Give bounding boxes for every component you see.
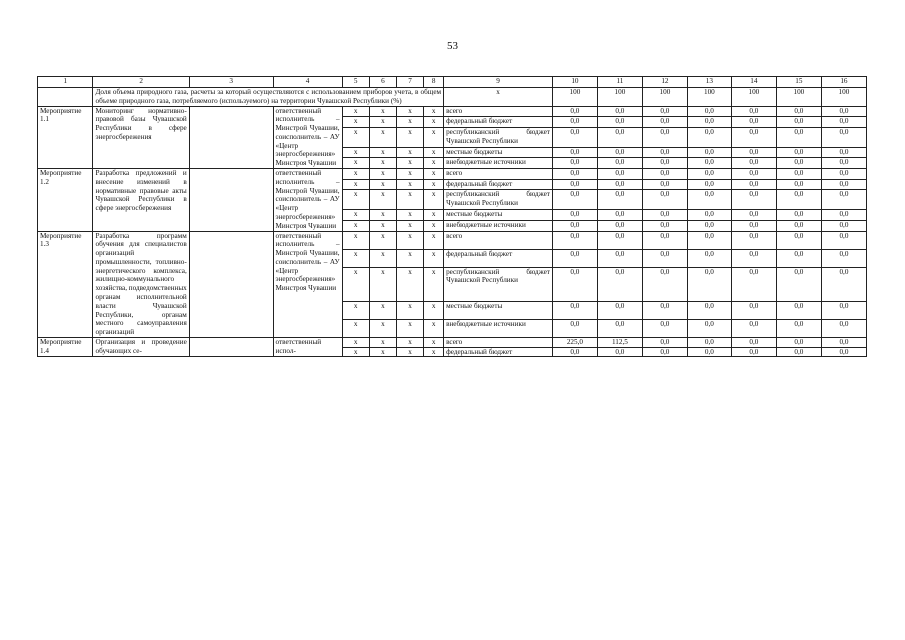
- indicator-value: 100: [776, 88, 821, 107]
- funding-value: 225,0: [552, 337, 597, 347]
- funding-value: 0,0: [687, 106, 731, 117]
- funding-value: 0,0: [642, 106, 687, 117]
- funding-value: 0,0: [731, 249, 776, 267]
- x-mark: х: [424, 210, 444, 221]
- funding-value: 0,0: [821, 220, 866, 231]
- funding-value: 0,0: [776, 158, 821, 169]
- funding-source: федеральный бюджет: [444, 347, 553, 357]
- column-number: 5: [342, 77, 369, 88]
- funding-value: 0,0: [597, 190, 642, 210]
- indicator-value: 100: [821, 88, 866, 107]
- measure-row: [38, 337, 867, 347]
- x-mark: х: [369, 301, 396, 319]
- funding-source: всего: [444, 337, 553, 347]
- x-mark: х: [396, 106, 423, 117]
- x-mark: х: [369, 210, 396, 221]
- x-mark: х: [369, 158, 396, 169]
- x-mark: х: [342, 158, 369, 169]
- x-mark: х: [424, 147, 444, 158]
- column-number-row: [38, 77, 867, 88]
- x-mark: х: [369, 169, 396, 180]
- x-mark: х: [342, 249, 369, 267]
- x-mark: х: [396, 337, 423, 347]
- funding-value: 0,0: [642, 319, 687, 337]
- column-number: 3: [189, 77, 273, 88]
- funding-value: 0,0: [552, 319, 597, 337]
- indicator-x: х: [444, 88, 553, 107]
- measure-description: Разработка предложений и внесение изменений в нормативные правовые акты Чувашской Республики в сфере энергосбережения: [93, 169, 189, 231]
- funding-value: 0,0: [687, 179, 731, 190]
- funding-value: 0,0: [552, 231, 597, 249]
- x-mark: х: [369, 147, 396, 158]
- funding-value: 0,0: [776, 347, 821, 357]
- funding-value: 0,0: [642, 337, 687, 347]
- funding-value: 0,0: [821, 127, 866, 147]
- x-mark: х: [396, 249, 423, 267]
- measure-row: [38, 231, 867, 249]
- indicator-value: 100: [731, 88, 776, 107]
- funding-value: 0,0: [731, 179, 776, 190]
- x-mark: х: [396, 231, 423, 249]
- column-number: 9: [444, 77, 553, 88]
- column-number: 11: [597, 77, 642, 88]
- column-number: 14: [731, 77, 776, 88]
- funding-value: 0,0: [776, 301, 821, 319]
- x-mark: х: [396, 319, 423, 337]
- column-number: 10: [552, 77, 597, 88]
- funding-value: 0,0: [597, 319, 642, 337]
- funding-value: 0,0: [821, 106, 866, 117]
- funding-value: 0,0: [821, 190, 866, 210]
- measure-id: Мероприятие 1.1: [38, 106, 93, 168]
- funding-value: 0,0: [821, 210, 866, 221]
- funding-value: 0,0: [776, 169, 821, 180]
- measure-blank: [189, 231, 273, 337]
- funding-value: 0,0: [731, 117, 776, 128]
- funding-value: 0,0: [552, 179, 597, 190]
- column-number: 15: [776, 77, 821, 88]
- x-mark: х: [424, 158, 444, 169]
- funding-value: 0,0: [687, 210, 731, 221]
- column-number: 13: [687, 77, 731, 88]
- x-mark: х: [342, 301, 369, 319]
- funding-value: 0,0: [821, 249, 866, 267]
- funding-value: 0,0: [821, 319, 866, 337]
- measure-blank: [189, 169, 273, 231]
- funding-value: 0,0: [731, 169, 776, 180]
- funding-value: 0,0: [687, 220, 731, 231]
- measure-id: Мероприятие 1.4: [38, 337, 93, 357]
- funding-value: 0,0: [776, 106, 821, 117]
- funding-value: 0,0: [597, 220, 642, 231]
- column-number: 6: [369, 77, 396, 88]
- funding-source: республиканский бюджет Чувашской Республики: [444, 127, 553, 147]
- funding-value: 0,0: [552, 347, 597, 357]
- x-mark: х: [424, 220, 444, 231]
- measure-row: [38, 106, 867, 117]
- funding-value: 0,0: [642, 127, 687, 147]
- measure-executor: ответственный исполнитель – Минстрой Чувашии, соисполнитель – АУ «Центр энергосбережения» Минстроя Чувашии: [273, 106, 342, 168]
- x-mark: х: [396, 267, 423, 301]
- x-mark: х: [396, 347, 423, 357]
- funding-value: 0,0: [731, 190, 776, 210]
- funding-value: 0,0: [552, 249, 597, 267]
- funding-value: 0,0: [821, 301, 866, 319]
- x-mark: х: [396, 210, 423, 221]
- x-mark: х: [396, 301, 423, 319]
- funding-value: 0,0: [552, 210, 597, 221]
- funding-source: местные бюджеты: [444, 301, 553, 319]
- x-mark: х: [396, 220, 423, 231]
- funding-value: 0,0: [552, 127, 597, 147]
- x-mark: х: [424, 127, 444, 147]
- funding-source: федеральный бюджет: [444, 117, 553, 128]
- funding-value: 112,5: [597, 337, 642, 347]
- funding-value: 0,0: [776, 220, 821, 231]
- funding-source: местные бюджеты: [444, 147, 553, 158]
- column-number: 16: [821, 77, 866, 88]
- x-mark: х: [342, 337, 369, 347]
- x-mark: х: [342, 106, 369, 117]
- funding-value: 0,0: [731, 301, 776, 319]
- x-mark: х: [369, 319, 396, 337]
- column-number: 8: [424, 77, 444, 88]
- x-mark: х: [424, 231, 444, 249]
- x-mark: х: [424, 249, 444, 267]
- x-mark: х: [424, 301, 444, 319]
- funding-value: 0,0: [731, 337, 776, 347]
- funding-value: 0,0: [731, 158, 776, 169]
- measure-blank: [189, 337, 273, 357]
- funding-value: 0,0: [821, 337, 866, 347]
- funding-value: 0,0: [776, 117, 821, 128]
- x-mark: х: [424, 117, 444, 128]
- measure-description: Организация и проведение обучающих се-: [93, 337, 189, 357]
- funding-value: 0,0: [821, 347, 866, 357]
- measure-executor: ответственный испол-: [273, 337, 342, 357]
- x-mark: х: [369, 127, 396, 147]
- funding-source: всего: [444, 106, 553, 117]
- funding-source: всего: [444, 231, 553, 249]
- x-mark: х: [396, 190, 423, 210]
- funding-value: 0,0: [597, 179, 642, 190]
- x-mark: х: [342, 210, 369, 221]
- indicator-value: 100: [552, 88, 597, 107]
- x-mark: х: [396, 127, 423, 147]
- x-mark: х: [369, 179, 396, 190]
- x-mark: х: [342, 231, 369, 249]
- x-mark: х: [369, 190, 396, 210]
- funding-value: 0,0: [731, 210, 776, 221]
- measure-id: Мероприятие 1.2: [38, 169, 93, 231]
- funding-value: 0,0: [552, 106, 597, 117]
- funding-value: 0,0: [552, 301, 597, 319]
- x-mark: х: [342, 179, 369, 190]
- funding-value: 0,0: [642, 169, 687, 180]
- indicator-value: 100: [642, 88, 687, 107]
- funding-value: 0,0: [642, 179, 687, 190]
- funding-value: 0,0: [687, 158, 731, 169]
- funding-value: 0,0: [687, 117, 731, 128]
- funding-source: местные бюджеты: [444, 210, 553, 221]
- column-number: 2: [93, 77, 189, 88]
- funding-source: федеральный бюджет: [444, 249, 553, 267]
- funding-value: 0,0: [776, 249, 821, 267]
- x-mark: х: [342, 267, 369, 301]
- funding-value: 0,0: [731, 220, 776, 231]
- x-mark: х: [342, 127, 369, 147]
- funding-source: республиканский бюджет Чувашской Республики: [444, 190, 553, 210]
- funding-value: 0,0: [552, 267, 597, 301]
- page-number: 53: [447, 40, 458, 52]
- funding-value: 0,0: [642, 147, 687, 158]
- funding-value: 0,0: [776, 231, 821, 249]
- funding-value: 0,0: [731, 319, 776, 337]
- funding-value: 0,0: [642, 220, 687, 231]
- x-mark: х: [424, 106, 444, 117]
- funding-value: 0,0: [687, 147, 731, 158]
- funding-value: 0,0: [687, 337, 731, 347]
- funding-value: 0,0: [642, 249, 687, 267]
- funding-value: 0,0: [597, 267, 642, 301]
- funding-value: 0,0: [597, 117, 642, 128]
- funding-value: 0,0: [687, 231, 731, 249]
- funding-value: 0,0: [642, 347, 687, 357]
- funding-value: 0,0: [597, 106, 642, 117]
- funding-value: 0,0: [776, 210, 821, 221]
- measure-description: Мониторинг нормативно-правовой базы Чувашской Республики в сфере энергосбережения: [93, 106, 189, 168]
- funding-value: 0,0: [687, 301, 731, 319]
- funding-value: 0,0: [597, 249, 642, 267]
- x-mark: х: [342, 220, 369, 231]
- funding-value: 0,0: [821, 158, 866, 169]
- column-number: 1: [38, 77, 93, 88]
- funding-value: 0,0: [642, 210, 687, 221]
- funding-value: 0,0: [597, 347, 642, 357]
- measure-executor: ответственный исполнитель – Минстрой Чувашии, соисполнитель – АУ «Центр энергосбережения» Минстроя Чувашии: [273, 231, 342, 337]
- funding-value: 0,0: [687, 347, 731, 357]
- funding-value: 0,0: [821, 231, 866, 249]
- funding-value: 0,0: [776, 190, 821, 210]
- funding-value: 0,0: [597, 231, 642, 249]
- x-mark: х: [369, 249, 396, 267]
- funding-value: 0,0: [597, 169, 642, 180]
- x-mark: х: [342, 147, 369, 158]
- x-mark: х: [342, 347, 369, 357]
- funding-value: 0,0: [687, 267, 731, 301]
- column-number: 7: [396, 77, 423, 88]
- funding-value: 0,0: [552, 190, 597, 210]
- x-mark: х: [342, 169, 369, 180]
- funding-value: 0,0: [642, 231, 687, 249]
- funding-value: 0,0: [552, 147, 597, 158]
- x-mark: х: [396, 169, 423, 180]
- funding-value: 0,0: [687, 319, 731, 337]
- x-mark: х: [369, 231, 396, 249]
- funding-value: 0,0: [821, 267, 866, 301]
- indicator-row: [38, 88, 867, 107]
- funding-value: 0,0: [687, 190, 731, 210]
- column-number: 12: [642, 77, 687, 88]
- funding-value: 0,0: [776, 179, 821, 190]
- funding-value: 0,0: [552, 117, 597, 128]
- funding-source: внебюджетные источники: [444, 220, 553, 231]
- x-mark: х: [342, 319, 369, 337]
- funding-value: 0,0: [597, 210, 642, 221]
- indicator-text: Доля объема природного газа, расчеты за который осуществляются с использованием приборов учета, в общем объеме природного газа, потребляемого (используемого) на территории Чувашской Республики (%): [93, 88, 444, 107]
- funding-value: 0,0: [552, 220, 597, 231]
- x-mark: х: [369, 347, 396, 357]
- x-mark: х: [396, 147, 423, 158]
- funding-value: 0,0: [642, 267, 687, 301]
- funding-value: 0,0: [731, 106, 776, 117]
- x-mark: х: [396, 179, 423, 190]
- funding-source: федеральный бюджет: [444, 179, 553, 190]
- x-mark: х: [424, 179, 444, 190]
- measure-blank: [189, 106, 273, 168]
- indicator-value: 100: [597, 88, 642, 107]
- x-mark: х: [396, 158, 423, 169]
- funding-value: 0,0: [731, 127, 776, 147]
- funding-value: 0,0: [597, 301, 642, 319]
- funding-source: внебюджетные источники: [444, 158, 553, 169]
- funding-value: 0,0: [776, 127, 821, 147]
- x-mark: х: [396, 117, 423, 128]
- measure-description: Разработка программ обучения для специалистов организаций промышленности, топливно-энергетического комплекса, жилищно-коммунального хозяйства, подведомственных органам исполнительной власти Чувашской Республики, органам местного самоуправления организаций: [93, 231, 189, 337]
- x-mark: х: [369, 106, 396, 117]
- funding-value: 0,0: [731, 347, 776, 357]
- funding-value: 0,0: [552, 169, 597, 180]
- funding-value: 0,0: [731, 267, 776, 301]
- funding-value: 0,0: [821, 169, 866, 180]
- funding-value: 0,0: [552, 158, 597, 169]
- funding-value: 0,0: [642, 301, 687, 319]
- funding-value: 0,0: [597, 147, 642, 158]
- x-mark: х: [369, 117, 396, 128]
- funding-value: 0,0: [642, 158, 687, 169]
- funding-value: 0,0: [821, 179, 866, 190]
- x-mark: х: [369, 267, 396, 301]
- funding-value: 0,0: [642, 117, 687, 128]
- funding-value: 0,0: [731, 231, 776, 249]
- indicator-value: 100: [687, 88, 731, 107]
- funding-value: 0,0: [821, 147, 866, 158]
- funding-value: 0,0: [776, 147, 821, 158]
- funding-source: внебюджетные источники: [444, 319, 553, 337]
- x-mark: х: [342, 117, 369, 128]
- funding-value: 0,0: [821, 117, 866, 128]
- funding-value: 0,0: [642, 190, 687, 210]
- column-number: 4: [273, 77, 342, 88]
- funding-value: 0,0: [776, 267, 821, 301]
- funding-value: 0,0: [687, 169, 731, 180]
- measure-executor: ответственный исполнитель – Минстрой Чувашии, соисполнитель – АУ «Центр энергосбережения» Минстроя Чувашии: [273, 169, 342, 231]
- funding-value: 0,0: [687, 127, 731, 147]
- funding-value: 0,0: [776, 337, 821, 347]
- funding-value: 0,0: [687, 249, 731, 267]
- funding-value: 0,0: [776, 319, 821, 337]
- x-mark: х: [369, 220, 396, 231]
- x-mark: х: [424, 267, 444, 301]
- funding-value: 0,0: [597, 158, 642, 169]
- program-table: [37, 76, 867, 357]
- x-mark: х: [424, 347, 444, 357]
- funding-source: всего: [444, 169, 553, 180]
- x-mark: х: [424, 169, 444, 180]
- x-mark: х: [424, 190, 444, 210]
- x-mark: х: [424, 337, 444, 347]
- measure-id: Мероприятие 1.3: [38, 231, 93, 337]
- funding-value: 0,0: [731, 147, 776, 158]
- funding-source: республиканский бюджет Чувашской Республики: [444, 267, 553, 301]
- x-mark: х: [424, 319, 444, 337]
- x-mark: х: [342, 190, 369, 210]
- x-mark: х: [369, 337, 396, 347]
- funding-value: 0,0: [597, 127, 642, 147]
- measure-row: [38, 169, 867, 180]
